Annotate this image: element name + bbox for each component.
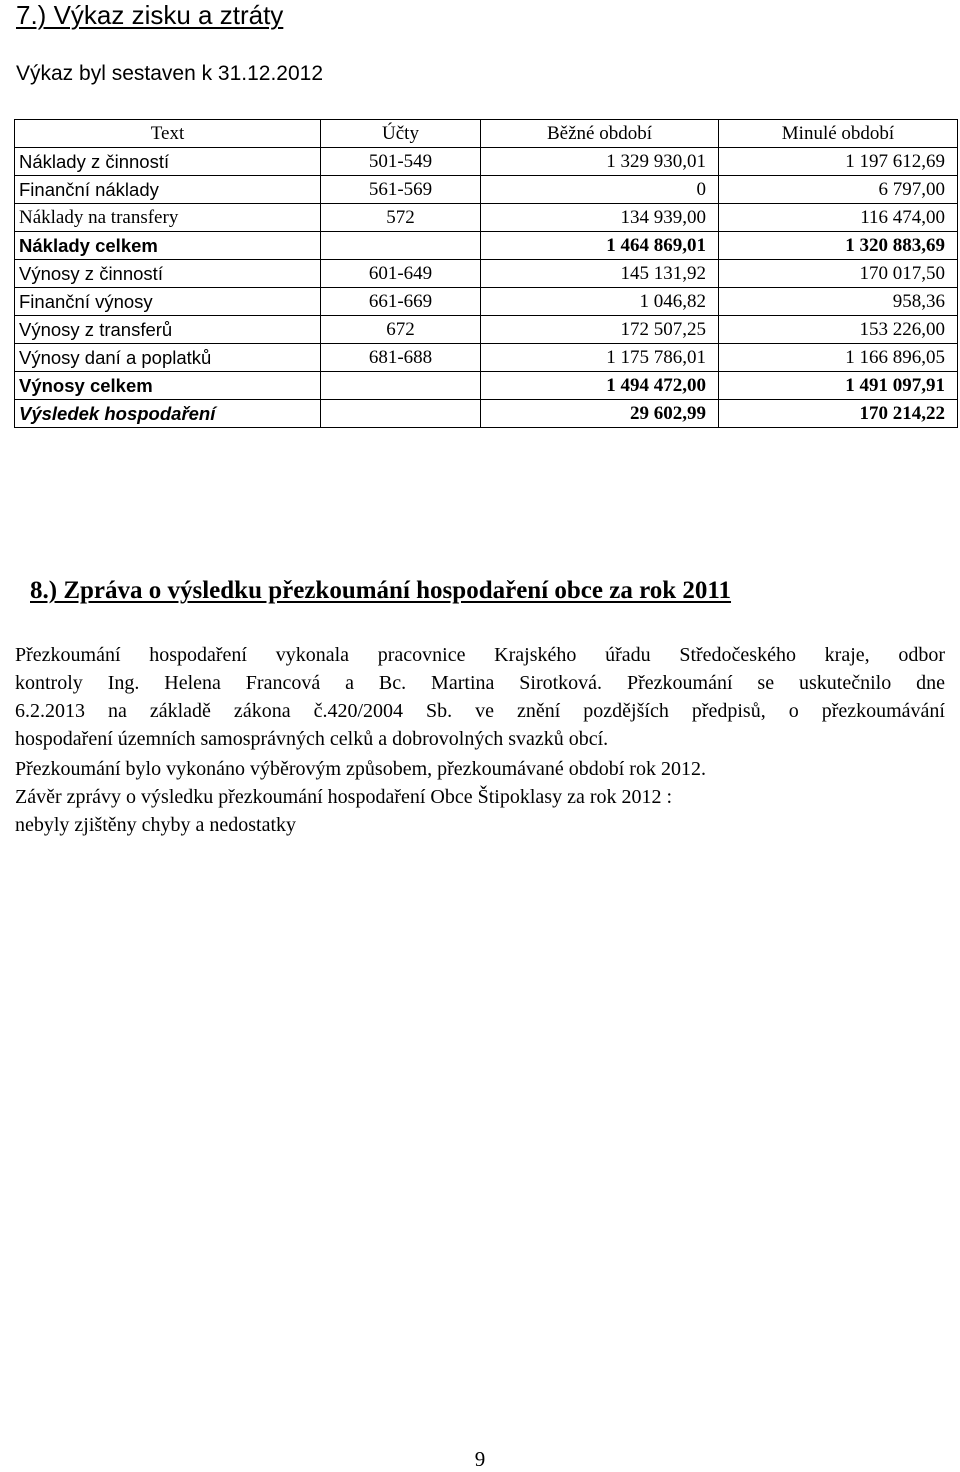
review-paragraph [15,641,945,753]
row-accounts: 661-669 [321,288,481,316]
header-previous-period: Minulé období [719,120,958,148]
row-current-value: 1 175 786,01 [481,344,719,372]
row-label: Výsledek hospodaření [15,400,321,428]
table-row [15,204,958,232]
header-current-period: Běžné období [481,120,719,148]
row-accounts: 601-649 [321,260,481,288]
profit-loss-table [14,119,958,428]
row-label: Výnosy celkem [15,372,321,400]
row-current-value: 1 329 930,01 [481,148,719,176]
table-row [15,316,958,344]
row-accounts: 572 [321,204,481,232]
row-label: Výnosy z transferů [15,316,321,344]
row-label: Výnosy daní a poplatků [15,344,321,372]
row-label: Náklady z činností [15,148,321,176]
row-previous-value: 116 474,00 [719,204,958,232]
row-previous-value: 153 226,00 [719,316,958,344]
report-date-line: Výkaz byl sestaven k 31.12.2012 [16,62,324,85]
row-current-value: 0 [481,176,719,204]
row-current-value: 172 507,25 [481,316,719,344]
row-previous-value: 170 017,50 [719,260,958,288]
row-current-value: 1 464 869,01 [481,232,719,260]
section-8-heading: 8.) Zpráva o výsledku přezkoumání hospodaření obce za rok 2011 [30,577,732,604]
row-previous-value: 1 197 612,69 [719,148,958,176]
review-conclusion-paragraph [15,783,945,839]
row-accounts: 561-569 [321,176,481,204]
row-accounts: 672 [321,316,481,344]
paragraph-line: Závěr zprávy o výsledku přezkoumání hospodaření Obce Štipoklasy za rok 2012 : [15,786,673,808]
table-row-total [15,232,958,260]
paragraph-line: 6.2.2013 na základě zákona č.420/2004 Sb. ve znění pozdějších předpisů, o přezkoumávání [15,700,945,722]
row-previous-value: 1 491 097,91 [719,372,958,400]
paragraph-line: Přezkoumání bylo vykonáno výběrovým způsobem, přezkoumávané období rok 2012. [15,758,706,780]
row-current-value: 1 046,82 [481,288,719,316]
paragraph-line: Přezkoumání hospodaření vykonala pracovnice Krajského úřadu Středočeského kraje, odbor [15,644,945,666]
row-accounts [321,232,481,260]
row-label: Výnosy z činností [15,260,321,288]
table-row [15,288,958,316]
row-label: Náklady na transfery [15,204,321,232]
table-row [15,344,958,372]
row-current-value: 29 602,99 [481,400,719,428]
row-previous-value: 170 214,22 [719,400,958,428]
row-current-value: 1 494 472,00 [481,372,719,400]
row-accounts [321,372,481,400]
section-7-heading: 7.) Výkaz zisku a ztráty [16,0,284,30]
table-row-total [15,372,958,400]
table-row [15,148,958,176]
row-previous-value: 6 797,00 [719,176,958,204]
table-row [15,260,958,288]
table-row-result [15,400,958,428]
row-accounts: 681-688 [321,344,481,372]
row-label: Finanční náklady [15,176,321,204]
row-current-value: 145 131,92 [481,260,719,288]
row-accounts [321,400,481,428]
paragraph-line: hospodaření územních samosprávných celků a dobrovolných svazků obcí. [15,728,609,750]
header-text: Text [15,120,321,148]
paragraph-line: kontroly Ing. Helena Francová a Bc. Martina Sirotková. Přezkoumání se uskutečnilo dne [15,672,945,694]
row-label: Finanční výnosy [15,288,321,316]
table-row [15,176,958,204]
page-number: 9 [474,1447,486,1471]
paragraph-line: nebyly zjištěny chyby a nedostatky [15,814,297,836]
row-label: Náklady celkem [15,232,321,260]
header-accounts: Účty [321,120,481,148]
table-header-row [15,120,958,148]
row-previous-value: 1 320 883,69 [719,232,958,260]
review-method-paragraph [15,755,945,783]
row-previous-value: 958,36 [719,288,958,316]
row-previous-value: 1 166 896,05 [719,344,958,372]
row-accounts: 501-549 [321,148,481,176]
row-current-value: 134 939,00 [481,204,719,232]
